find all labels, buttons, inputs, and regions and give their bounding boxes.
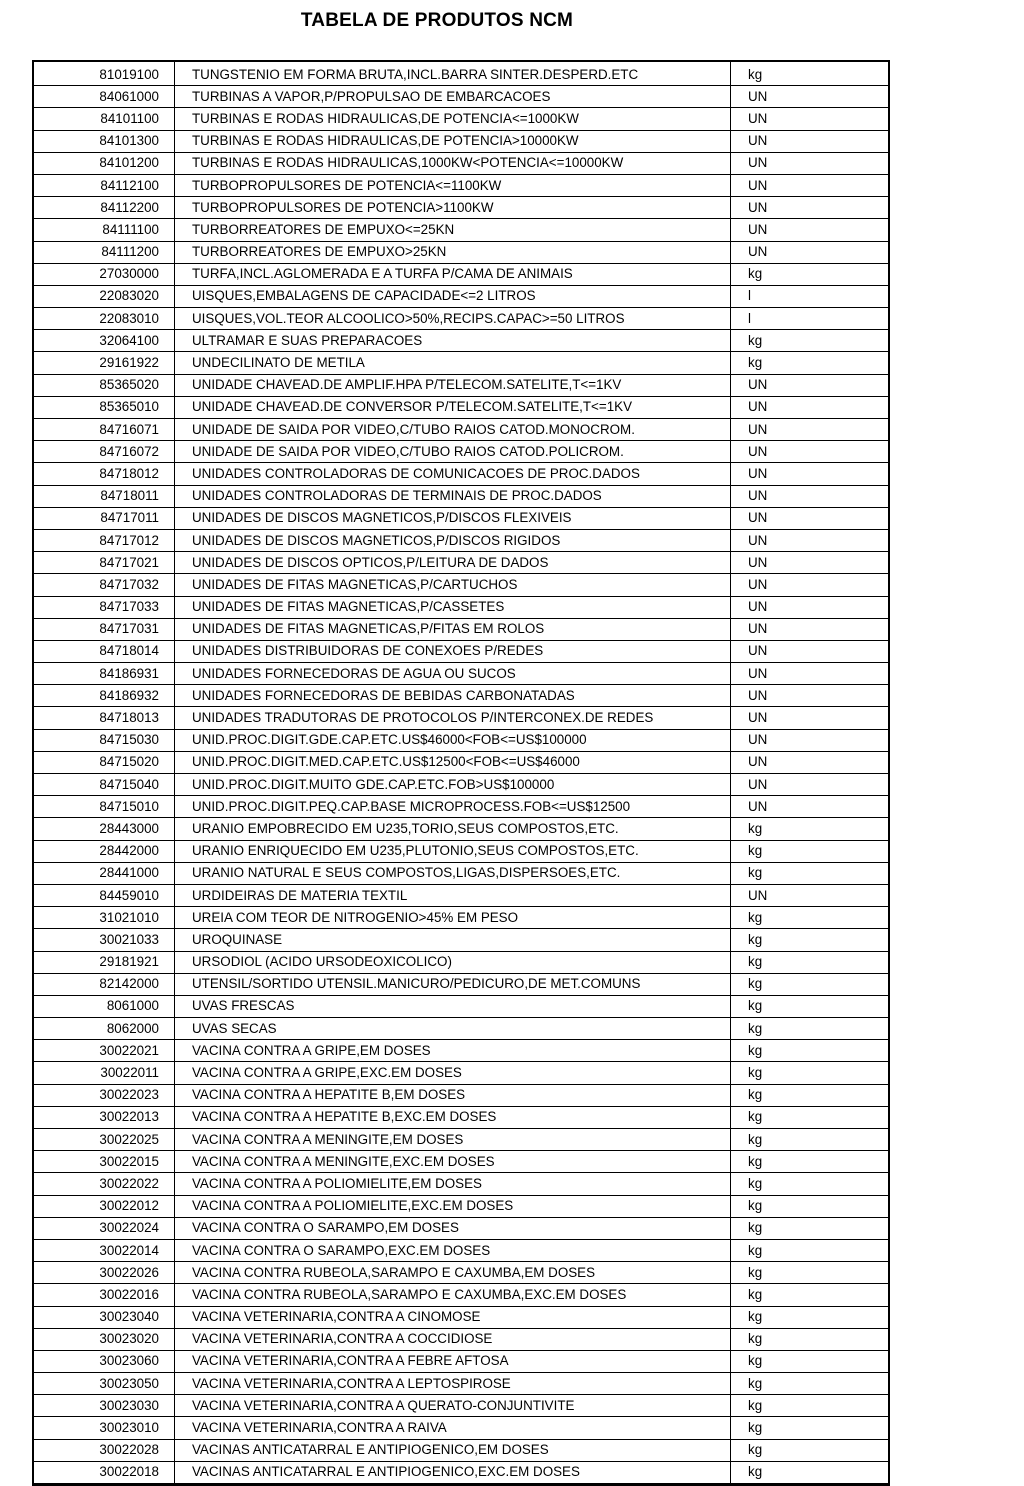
unit-cell: kg: [731, 62, 889, 86]
table-row: [34, 1129, 888, 1151]
unit-cell: kg: [731, 1373, 889, 1395]
unit-cell: kg: [731, 951, 889, 973]
product-description-cell: VACINA CONTRA A MENINGITE,EM DOSES: [175, 1129, 731, 1151]
product-description-cell: TURBORREATORES DE EMPUXO<=25KN: [175, 219, 731, 241]
unit-cell: l: [731, 308, 889, 330]
product-description-cell: VACINA VETERINARIA,CONTRA A LEPTOSPIROSE: [175, 1373, 731, 1395]
product-description-cell: UNIDADE CHAVEAD.DE AMPLIF.HPA P/TELECOM.SATELITE,T<=1KV: [175, 374, 731, 396]
unit-cell: kg: [731, 1461, 889, 1483]
unit-cell: l: [731, 285, 889, 307]
ncm-code-cell: 30023040: [34, 1306, 175, 1328]
table-row: [34, 263, 888, 285]
product-description-cell: VACINA VETERINARIA,CONTRA A CINOMOSE: [175, 1306, 731, 1328]
product-description-cell: TUNGSTENIO EM FORMA BRUTA,INCL.BARRA SINTER.DESPERD.ETC: [175, 62, 731, 86]
product-description-cell: VACINA CONTRA A HEPATITE B,EM DOSES: [175, 1084, 731, 1106]
product-description-cell: UNID.PROC.DIGIT.MED.CAP.ETC.US$12500<FOB<=US$46000: [175, 751, 731, 773]
product-description-cell: UNID.PROC.DIGIT.GDE.CAP.ETC.US$46000<FOB<=US$100000: [175, 729, 731, 751]
ncm-code-cell: 84101200: [34, 152, 175, 174]
unit-cell: kg: [731, 929, 889, 951]
unit-cell: kg: [731, 1439, 889, 1461]
ncm-code-cell: 30022014: [34, 1239, 175, 1261]
product-description-cell: TURBORREATORES DE EMPUXO>25KN: [175, 241, 731, 263]
ncm-table: [34, 62, 888, 1484]
ncm-code-cell: 84459010: [34, 884, 175, 906]
unit-cell: kg: [731, 1350, 889, 1372]
table-row: [34, 1195, 888, 1217]
ncm-code-cell: 30022026: [34, 1262, 175, 1284]
table-row: [34, 729, 888, 751]
product-description-cell: URSODIOL (ACIDO URSODEOXICOLICO): [175, 951, 731, 973]
unit-cell: UN: [731, 507, 889, 529]
unit-cell: kg: [731, 973, 889, 995]
table-row: [34, 618, 888, 640]
table-row: [34, 552, 888, 574]
unit-cell: kg: [731, 1328, 889, 1350]
table-row: [34, 751, 888, 773]
table-row: [34, 1018, 888, 1040]
ncm-code-cell: 30022023: [34, 1084, 175, 1106]
table-row: [34, 396, 888, 418]
table-row: [34, 485, 888, 507]
product-description-cell: VACINA CONTRA A HEPATITE B,EXC.EM DOSES: [175, 1106, 731, 1128]
ncm-code-cell: 84101100: [34, 108, 175, 130]
table-row: [34, 330, 888, 352]
ncm-code-cell: 27030000: [34, 263, 175, 285]
table-row: [34, 529, 888, 551]
ncm-code-cell: 30021033: [34, 929, 175, 951]
unit-cell: kg: [731, 1062, 889, 1084]
product-description-cell: UISQUES,VOL.TEOR ALCOOLICO>50%,RECIPS.CAPAC>=50 LITROS: [175, 308, 731, 330]
unit-cell: kg: [731, 1106, 889, 1128]
table-row: [34, 973, 888, 995]
ncm-code-cell: 84715020: [34, 751, 175, 773]
unit-cell: kg: [731, 995, 889, 1017]
ncm-code-cell: 22083010: [34, 308, 175, 330]
table-row: [34, 1350, 888, 1372]
product-description-cell: UNIDADES DE FITAS MAGNETICAS,P/CARTUCHOS: [175, 574, 731, 596]
table-row: [34, 1417, 888, 1439]
product-description-cell: URANIO ENRIQUECIDO EM U235,PLUTONIO,SEUS COMPOSTOS,ETC.: [175, 840, 731, 862]
table-row: [34, 1262, 888, 1284]
product-description-cell: UNID.PROC.DIGIT.MUITO GDE.CAP.ETC.FOB>US$100000: [175, 774, 731, 796]
unit-cell: UN: [731, 552, 889, 574]
product-description-cell: UNIDADES CONTROLADORAS DE TERMINAIS DE PROC.DADOS: [175, 485, 731, 507]
product-description-cell: VACINA CONTRA A POLIOMIELITE,EM DOSES: [175, 1173, 731, 1195]
unit-cell: UN: [731, 685, 889, 707]
product-description-cell: TURBOPROPULSORES DE POTENCIA>1100KW: [175, 197, 731, 219]
product-description-cell: UVAS FRESCAS: [175, 995, 731, 1017]
unit-cell: UN: [731, 174, 889, 196]
unit-cell: UN: [731, 219, 889, 241]
ncm-code-cell: 84717012: [34, 529, 175, 551]
table-row: [34, 862, 888, 884]
ncm-table-container: [32, 60, 890, 1486]
unit-cell: UN: [731, 396, 889, 418]
table-row: [34, 463, 888, 485]
unit-cell: kg: [731, 1151, 889, 1173]
ncm-code-cell: 30022013: [34, 1106, 175, 1128]
table-row: [34, 707, 888, 729]
table-row: [34, 1173, 888, 1195]
ncm-code-cell: 84112200: [34, 197, 175, 219]
unit-cell: kg: [731, 1239, 889, 1261]
ncm-code-cell: 30022028: [34, 1439, 175, 1461]
unit-cell: kg: [731, 862, 889, 884]
ncm-code-cell: 84111200: [34, 241, 175, 263]
product-description-cell: UNIDADE DE SAIDA POR VIDEO,C/TUBO RAIOS CATOD.POLICROM.: [175, 441, 731, 463]
unit-cell: kg: [731, 1173, 889, 1195]
product-description-cell: VACINA CONTRA RUBEOLA,SARAMPO E CAXUMBA,EM DOSES: [175, 1262, 731, 1284]
unit-cell: kg: [731, 1040, 889, 1062]
ncm-code-cell: 31021010: [34, 907, 175, 929]
ncm-code-cell: 84717031: [34, 618, 175, 640]
product-description-cell: UTENSIL/SORTIDO UTENSIL.MANICURO/PEDICURO,DE MET.COMUNS: [175, 973, 731, 995]
unit-cell: kg: [731, 330, 889, 352]
table-row: [34, 1284, 888, 1306]
table-row: [34, 995, 888, 1017]
unit-cell: UN: [731, 884, 889, 906]
unit-cell: UN: [731, 419, 889, 441]
table-row: [34, 308, 888, 330]
ncm-code-cell: 84717011: [34, 507, 175, 529]
unit-cell: kg: [731, 1306, 889, 1328]
unit-cell: UN: [731, 574, 889, 596]
product-description-cell: TURFA,INCL.AGLOMERADA E A TURFA P/CAMA DE ANIMAIS: [175, 263, 731, 285]
product-description-cell: VACINA CONTRA A POLIOMIELITE,EXC.EM DOSES: [175, 1195, 731, 1217]
table-row: [34, 1373, 888, 1395]
ncm-code-cell: 28443000: [34, 818, 175, 840]
product-description-cell: UROQUINASE: [175, 929, 731, 951]
ncm-code-cell: 30022015: [34, 1151, 175, 1173]
product-description-cell: UVAS SECAS: [175, 1018, 731, 1040]
table-row: [34, 818, 888, 840]
unit-cell: UN: [731, 663, 889, 685]
ncm-code-cell: 30023010: [34, 1417, 175, 1439]
ncm-code-cell: 32064100: [34, 330, 175, 352]
unit-cell: kg: [731, 1284, 889, 1306]
ncm-code-cell: 84717032: [34, 574, 175, 596]
unit-cell: kg: [731, 907, 889, 929]
product-description-cell: UNIDADES DE DISCOS MAGNETICOS,P/DISCOS RIGIDOS: [175, 529, 731, 551]
product-description-cell: VACINA VETERINARIA,CONTRA A COCCIDIOSE: [175, 1328, 731, 1350]
ncm-code-cell: 30022021: [34, 1040, 175, 1062]
ncm-code-cell: 84112100: [34, 174, 175, 196]
table-row: [34, 1439, 888, 1461]
unit-cell: UN: [731, 707, 889, 729]
unit-cell: UN: [731, 796, 889, 818]
table-row: [34, 1151, 888, 1173]
unit-cell: UN: [731, 241, 889, 263]
unit-cell: UN: [731, 729, 889, 751]
ncm-code-cell: 84716071: [34, 419, 175, 441]
product-description-cell: VACINAS ANTICATARRAL E ANTIPIOGENICO,EM DOSES: [175, 1439, 731, 1461]
ncm-code-cell: 8062000: [34, 1018, 175, 1040]
ncm-code-cell: 30022024: [34, 1217, 175, 1239]
table-row: [34, 1395, 888, 1417]
table-row: [34, 640, 888, 662]
ncm-code-cell: 30023050: [34, 1373, 175, 1395]
unit-cell: UN: [731, 130, 889, 152]
table-row: [34, 574, 888, 596]
product-description-cell: URANIO EMPOBRECIDO EM U235,TORIO,SEUS COMPOSTOS,ETC.: [175, 818, 731, 840]
ncm-code-cell: 84715010: [34, 796, 175, 818]
table-row: [34, 62, 888, 86]
unit-cell: kg: [731, 352, 889, 374]
ncm-code-cell: 84186931: [34, 663, 175, 685]
product-description-cell: UNIDADES TRADUTORAS DE PROTOCOLOS P/INTERCONEX.DE REDES: [175, 707, 731, 729]
unit-cell: UN: [731, 374, 889, 396]
ncm-code-cell: 29181921: [34, 951, 175, 973]
unit-cell: kg: [731, 840, 889, 862]
ncm-code-cell: 84718012: [34, 463, 175, 485]
table-row: [34, 1062, 888, 1084]
ncm-code-cell: 84715040: [34, 774, 175, 796]
table-row: [34, 685, 888, 707]
table-row: [34, 1084, 888, 1106]
ncm-code-cell: 22083020: [34, 285, 175, 307]
ncm-code-cell: 82142000: [34, 973, 175, 995]
unit-cell: UN: [731, 463, 889, 485]
table-row: [34, 241, 888, 263]
ncm-table-body: [34, 62, 888, 1484]
table-row: [34, 1239, 888, 1261]
unit-cell: kg: [731, 1129, 889, 1151]
product-description-cell: VACINA CONTRA O SARAMPO,EM DOSES: [175, 1217, 731, 1239]
product-description-cell: UNIDADES FORNECEDORAS DE AGUA OU SUCOS: [175, 663, 731, 685]
table-row: [34, 929, 888, 951]
table-row: [34, 1040, 888, 1062]
product-description-cell: UNIDADES DE FITAS MAGNETICAS,P/CASSETES: [175, 596, 731, 618]
table-row: [34, 507, 888, 529]
ncm-code-cell: 84717021: [34, 552, 175, 574]
ncm-code-cell: 30022011: [34, 1062, 175, 1084]
product-description-cell: VACINAS ANTICATARRAL E ANTIPIOGENICO,EXC.EM DOSES: [175, 1461, 731, 1483]
ncm-code-cell: 30023020: [34, 1328, 175, 1350]
ncm-code-cell: 30022018: [34, 1461, 175, 1483]
unit-cell: UN: [731, 774, 889, 796]
table-row: [34, 374, 888, 396]
product-description-cell: UNIDADES DE DISCOS OPTICOS,P/LEITURA DE DADOS: [175, 552, 731, 574]
ncm-code-cell: 84715030: [34, 729, 175, 751]
ncm-code-cell: 84061000: [34, 86, 175, 108]
product-description-cell: URANIO NATURAL E SEUS COMPOSTOS,LIGAS,DISPERSOES,ETC.: [175, 862, 731, 884]
ncm-code-cell: 85365020: [34, 374, 175, 396]
ncm-code-cell: 30022025: [34, 1129, 175, 1151]
product-description-cell: ULTRAMAR E SUAS PREPARACOES: [175, 330, 731, 352]
ncm-code-cell: 84111100: [34, 219, 175, 241]
ncm-code-cell: 84717033: [34, 596, 175, 618]
unit-cell: UN: [731, 751, 889, 773]
table-row: [34, 951, 888, 973]
unit-cell: UN: [731, 640, 889, 662]
ncm-code-cell: 28441000: [34, 862, 175, 884]
product-description-cell: UNIDADES DE FITAS MAGNETICAS,P/FITAS EM ROLOS: [175, 618, 731, 640]
product-description-cell: VACINA CONTRA RUBEOLA,SARAMPO E CAXUMBA,EXC.EM DOSES: [175, 1284, 731, 1306]
table-row: [34, 219, 888, 241]
product-description-cell: UNIDADES CONTROLADORAS DE COMUNICACOES DE PROC.DADOS: [175, 463, 731, 485]
ncm-code-cell: 81019100: [34, 62, 175, 86]
table-row: [34, 1217, 888, 1239]
unit-cell: UN: [731, 441, 889, 463]
table-row: [34, 663, 888, 685]
unit-cell: kg: [731, 1262, 889, 1284]
product-description-cell: UNID.PROC.DIGIT.PEQ.CAP.BASE MICROPROCESS.FOB<=US$12500: [175, 796, 731, 818]
product-description-cell: UNIDADES FORNECEDORAS DE BEBIDAS CARBONATADAS: [175, 685, 731, 707]
table-row: [34, 352, 888, 374]
unit-cell: kg: [731, 1395, 889, 1417]
ncm-code-cell: 30022012: [34, 1195, 175, 1217]
product-description-cell: VACINA CONTRA A MENINGITE,EXC.EM DOSES: [175, 1151, 731, 1173]
unit-cell: UN: [731, 596, 889, 618]
unit-cell: kg: [731, 1417, 889, 1439]
ncm-code-cell: 84101300: [34, 130, 175, 152]
ncm-code-cell: 29161922: [34, 352, 175, 374]
page-title: TABELA DE PRODUTOS NCM: [300, 10, 574, 31]
table-row: [34, 774, 888, 796]
unit-cell: kg: [731, 263, 889, 285]
product-description-cell: VACINA CONTRA A GRIPE,EXC.EM DOSES: [175, 1062, 731, 1084]
unit-cell: kg: [731, 1195, 889, 1217]
table-row: [34, 1328, 888, 1350]
table-row: [34, 840, 888, 862]
unit-cell: kg: [731, 1084, 889, 1106]
product-description-cell: UREIA COM TEOR DE NITROGENIO>45% EM PESO: [175, 907, 731, 929]
product-description-cell: URDIDEIRAS DE MATERIA TEXTIL: [175, 884, 731, 906]
product-description-cell: TURBOPROPULSORES DE POTENCIA<=1100KW: [175, 174, 731, 196]
table-row: [34, 197, 888, 219]
table-row: [34, 1106, 888, 1128]
ncm-code-cell: 84718011: [34, 485, 175, 507]
table-row: [34, 86, 888, 108]
ncm-code-cell: 84186932: [34, 685, 175, 707]
table-row: [34, 1306, 888, 1328]
ncm-code-cell: 8061000: [34, 995, 175, 1017]
product-description-cell: UNIDADE DE SAIDA POR VIDEO,C/TUBO RAIOS CATOD.MONOCROM.: [175, 419, 731, 441]
ncm-code-cell: 30023030: [34, 1395, 175, 1417]
table-row: [34, 108, 888, 130]
product-description-cell: UISQUES,EMBALAGENS DE CAPACIDADE<=2 LITROS: [175, 285, 731, 307]
unit-cell: kg: [731, 818, 889, 840]
ncm-code-cell: 30022016: [34, 1284, 175, 1306]
table-row: [34, 152, 888, 174]
table-row: [34, 285, 888, 307]
unit-cell: kg: [731, 1217, 889, 1239]
unit-cell: UN: [731, 529, 889, 551]
product-description-cell: UNIDADE CHAVEAD.DE CONVERSOR P/TELECOM.SATELITE,T<=1KV: [175, 396, 731, 418]
table-row: [34, 1461, 888, 1483]
unit-cell: UN: [731, 197, 889, 219]
product-description-cell: VACINA CONTRA O SARAMPO,EXC.EM DOSES: [175, 1239, 731, 1261]
ncm-code-cell: 84718013: [34, 707, 175, 729]
product-description-cell: UNIDADES DISTRIBUIDORAS DE CONEXOES P/REDES: [175, 640, 731, 662]
unit-cell: UN: [731, 108, 889, 130]
table-row: [34, 884, 888, 906]
unit-cell: UN: [731, 618, 889, 640]
ncm-code-cell: 84716072: [34, 441, 175, 463]
product-description-cell: TURBINAS E RODAS HIDRAULICAS,1000KW<POTENCIA<=10000KW: [175, 152, 731, 174]
table-row: [34, 907, 888, 929]
ncm-code-cell: 85365010: [34, 396, 175, 418]
table-row: [34, 174, 888, 196]
product-description-cell: VACINA VETERINARIA,CONTRA A RAIVA: [175, 1417, 731, 1439]
table-row: [34, 441, 888, 463]
unit-cell: kg: [731, 1018, 889, 1040]
product-description-cell: TURBINAS E RODAS HIDRAULICAS,DE POTENCIA>10000KW: [175, 130, 731, 152]
ncm-code-cell: 30022022: [34, 1173, 175, 1195]
product-description-cell: TURBINAS E RODAS HIDRAULICAS,DE POTENCIA<=1000KW: [175, 108, 731, 130]
product-description-cell: VACINA CONTRA A GRIPE,EM DOSES: [175, 1040, 731, 1062]
product-description-cell: UNDECILINATO DE METILA: [175, 352, 731, 374]
unit-cell: UN: [731, 86, 889, 108]
table-row: [34, 130, 888, 152]
product-description-cell: TURBINAS A VAPOR,P/PROPULSAO DE EMBARCACOES: [175, 86, 731, 108]
table-row: [34, 796, 888, 818]
product-description-cell: VACINA VETERINARIA,CONTRA A FEBRE AFTOSA: [175, 1350, 731, 1372]
product-description-cell: VACINA VETERINARIA,CONTRA A QUERATO-CONJUNTIVITE: [175, 1395, 731, 1417]
ncm-code-cell: 30023060: [34, 1350, 175, 1372]
table-row: [34, 596, 888, 618]
ncm-code-cell: 28442000: [34, 840, 175, 862]
ncm-code-cell: 84718014: [34, 640, 175, 662]
unit-cell: UN: [731, 152, 889, 174]
table-row: [34, 419, 888, 441]
unit-cell: UN: [731, 485, 889, 507]
product-description-cell: UNIDADES DE DISCOS MAGNETICOS,P/DISCOS FLEXIVEIS: [175, 507, 731, 529]
